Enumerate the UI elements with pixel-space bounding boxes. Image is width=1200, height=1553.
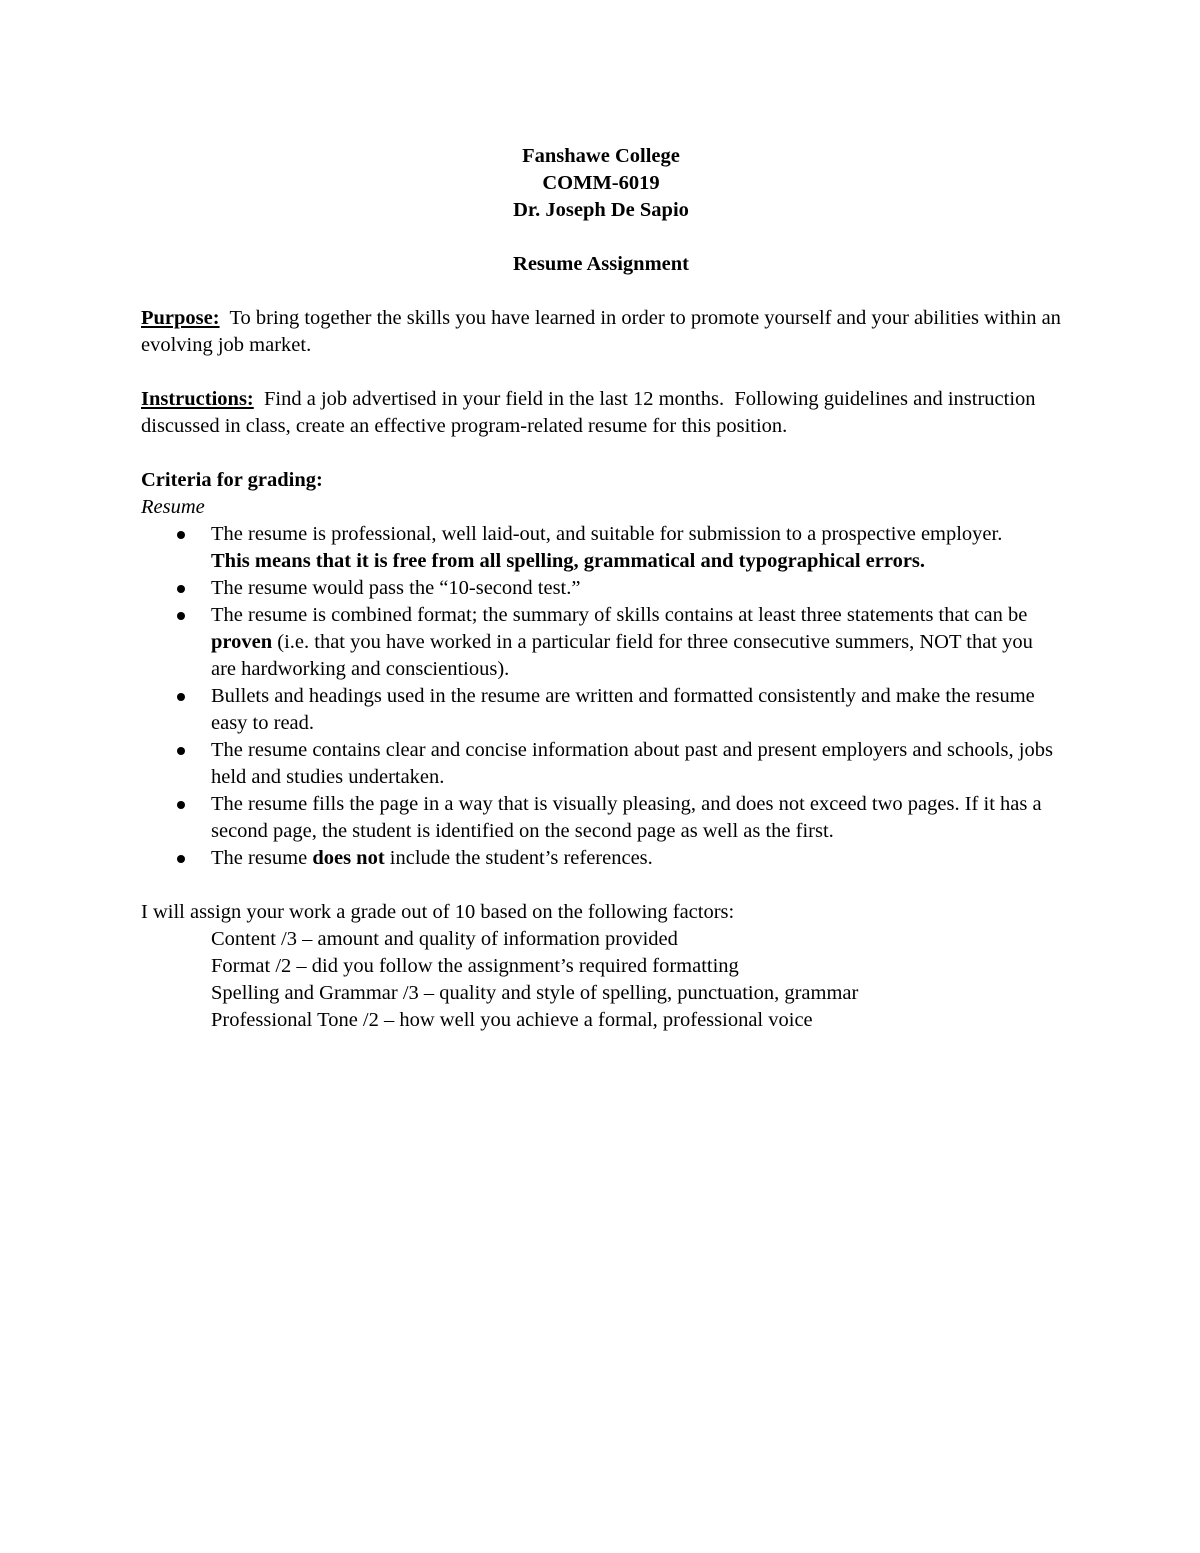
criterion-text: The resume fills the page in a way that is visually pleasing, and does not exceed two pages. If it has a second page, the student is identified on the second page as well as the first. <box>211 793 1042 842</box>
bullet-icon <box>177 801 185 809</box>
list-item <box>141 737 1061 791</box>
grading-factor-format: Format /2 – did you follow the assignment’s required formatting <box>211 955 739 977</box>
purpose-paragraph <box>141 305 1067 359</box>
criteria-subheading: Resume <box>141 496 205 518</box>
instructor-name: Dr. Joseph De Sapio <box>513 199 689 221</box>
bullet-icon <box>177 612 185 620</box>
bullet-icon <box>177 693 185 701</box>
bullet-icon <box>177 531 185 539</box>
purpose-label: Purpose: <box>141 307 220 329</box>
bullet-icon <box>177 747 185 755</box>
grading-factor-content: Content /3 – amount and quality of information provided <box>211 928 678 950</box>
criterion-emphasis: proven <box>211 631 273 653</box>
instructions-paragraph <box>141 386 1061 440</box>
criterion-text: The resume contains clear and concise information about past and present employers and schools, jobs held and studies undertaken. <box>211 739 1053 788</box>
criterion-text: include the student’s references. <box>384 847 653 869</box>
list-item <box>141 683 1061 737</box>
list-item <box>141 845 1061 872</box>
criteria-heading: Criteria for grading: <box>141 469 323 491</box>
criterion-text: The resume <box>211 847 313 869</box>
criterion-text: Bullets and headings used in the resume are written and formatted consistently and make the resume easy to read. <box>211 685 1035 734</box>
document-header <box>141 143 1061 224</box>
course-code: COMM-6019 <box>542 172 660 194</box>
bullet-icon <box>177 585 185 593</box>
list-item <box>141 602 1061 683</box>
institution-name: Fanshawe College <box>522 145 680 167</box>
instructions-label: Instructions: <box>141 388 254 410</box>
assignment-title: Resume Assignment <box>513 253 689 275</box>
list-item <box>141 521 1061 575</box>
grading-factor-spelling-grammar: Spelling and Grammar /3 – quality and style of spelling, punctuation, grammar <box>211 982 859 1004</box>
grading-factor-professional-tone: Professional Tone /2 – how well you achieve a formal, professional voice <box>211 1009 813 1031</box>
criterion-emphasis: does not <box>312 847 385 869</box>
grading-intro: I will assign your work a grade out of 10 based on the following factors: <box>141 901 735 923</box>
criteria-list <box>141 521 1061 872</box>
purpose-text: To bring together the skills you have learned in order to promote yourself and your abilities within an evolving job market. <box>141 307 1067 356</box>
instructions-text: Find a job advertised in your field in the last 12 months. Following guidelines and instruction discussed in class, create an effective program-related resume for this position. <box>141 388 1041 437</box>
list-item <box>141 575 1061 602</box>
criterion-text: The resume would pass the “10-second test.” <box>211 577 581 599</box>
grading-factors <box>141 926 1061 1034</box>
list-item <box>141 791 1061 845</box>
bullet-icon <box>177 855 185 863</box>
criterion-emphasis: This means that it is free from all spelling, grammatical and typographical errors. <box>211 550 926 572</box>
criterion-text: (i.e. that you have worked in a particular field for three consecutive summers, NOT that you are hardworking and conscientious). <box>211 631 1033 680</box>
criterion-text: The resume is combined format; the summary of skills contains at least three statements that can be <box>211 604 1028 626</box>
criterion-text: The resume is professional, well laid-out, and suitable for submission to a prospective employer. <box>211 523 1003 545</box>
document-content <box>141 143 1067 1034</box>
